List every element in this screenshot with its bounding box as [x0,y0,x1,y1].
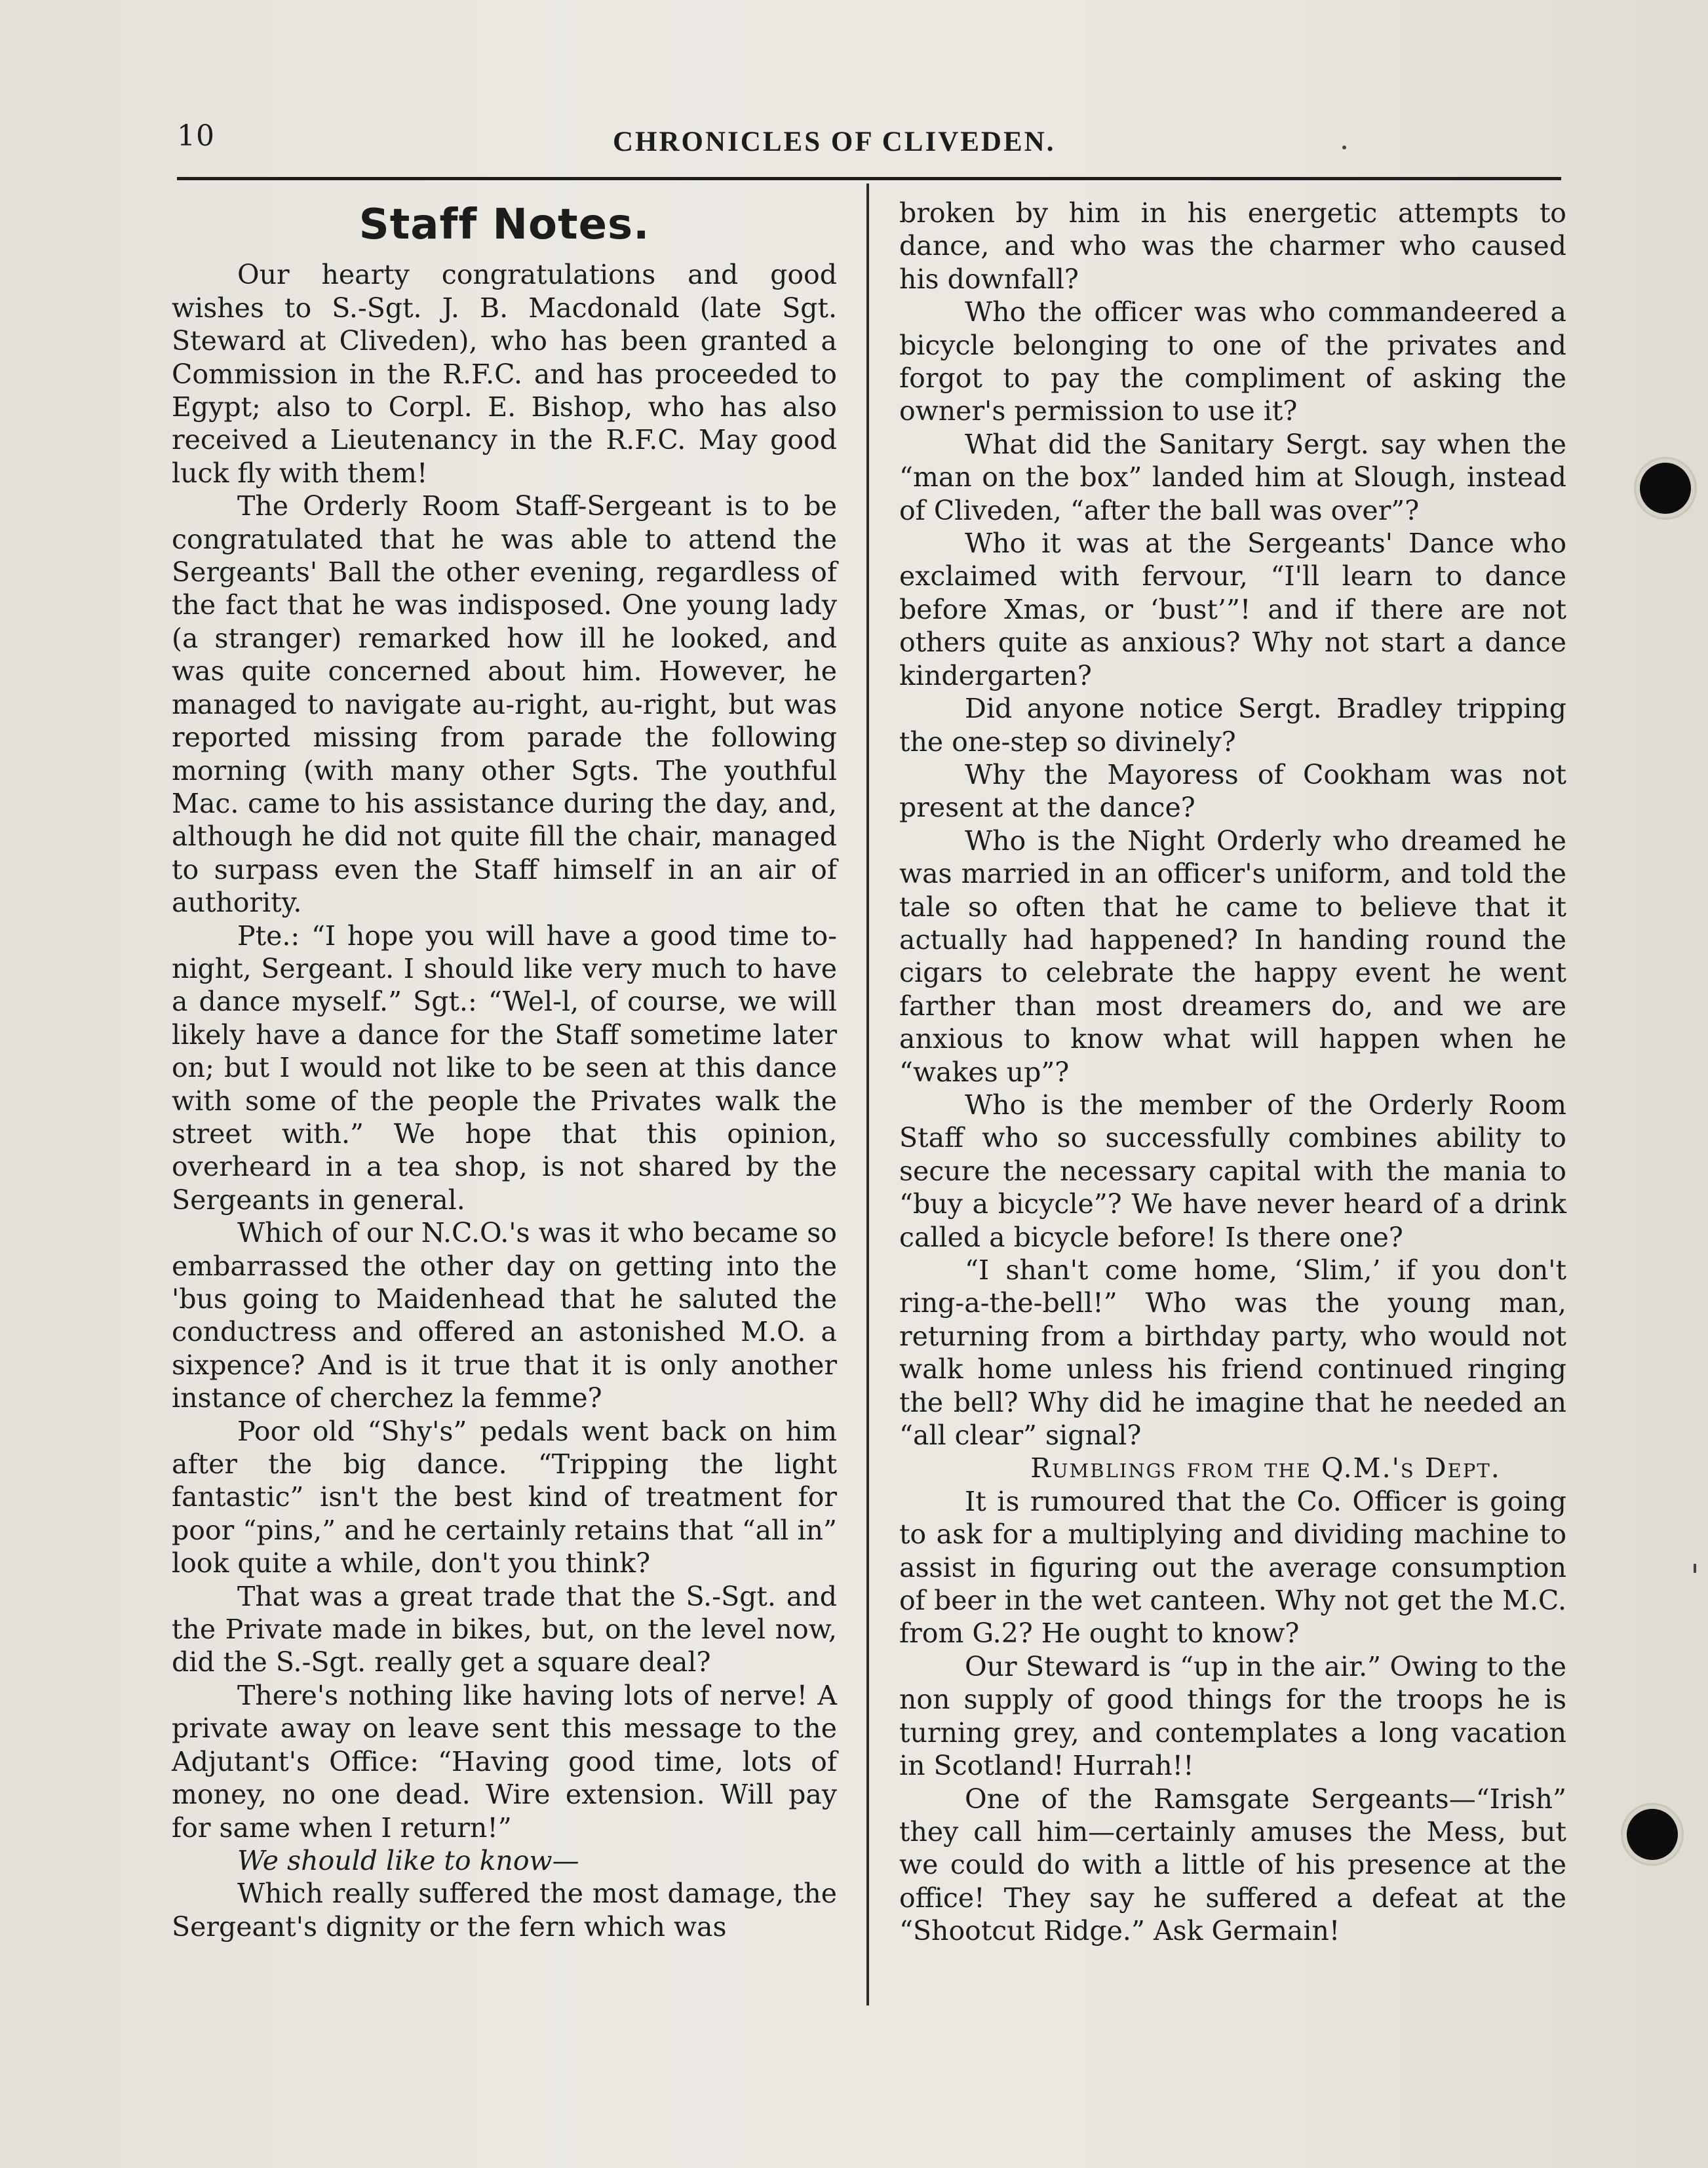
subheading-we-should-like-to-know: We should like to know— [237,1844,579,1876]
paragraph: Did anyone notice Sergt. Bradley tripping the one-step so divinely? [899,693,1566,758]
paragraph: It is rumoured that the Co. Officer is going to ask for a multiplying and dividing machine to assist in figuring out the average consumption of beer in the wet canteen. Why not get the M.C. from G.2? He ought to know? [899,1485,1566,1650]
ink-speck [1694,1564,1696,1573]
paragraph: There's nothing like having lots of nerve! A private away on leave sent this message to the Adjutant's Office: “Having good time, lots of money, no one dead. Wire extension. Will pay for same when I return!” [172,1679,837,1844]
paragraph: Who is the member of the Orderly Room Staff who so successfully combines ability to secure the necessary capital with the mania to “buy a bicycle”? We have never heard of a drink called a bicycle before! Is there one? [899,1089,1566,1253]
paragraph: Which of our N.C.O.'s was it who became so embarrassed the other day on getting into the 'bus going to Maidenhead that he saluted the conductress and offered an astonished M.O. a sixpence? And is it true that it is only another instance of cherchez la femme? [172,1217,837,1414]
subheading-qm-dept: Rumblings from the Q.M.'s Dept. [1030,1452,1501,1484]
paragraph: That was a great trade that the S.-Sgt. and the Private made in bikes, but, on the level now, did the S.-Sgt. really get a square deal? [172,1580,837,1678]
running-title: CHRONICLES OF CLIVEDEN. [613,126,1056,157]
paragraph: Who the officer was who commandeered a bicycle belonging to one of the privates and forgot to pay the compliment of asking the owner's permission to use it? [899,296,1566,427]
punch-hole [1627,1809,1678,1860]
paragraph: Pte.: “I hope you will have a good time to-night, Sergeant. I should like very much to have a dance myself.” Sgt.: “Wel-l, of course, we will likely have a dance for the Staff sometime later on; but I would not like to be seen at this dance with some of the people the Privates walk the street with.” We hope that this opinion, overheard in a tea shop, is not shared by the Sergeants in general. [172,919,837,1216]
paragraph: Who it was at the Sergeants' Dance who exclaimed with fervour, “I'll learn to dance before Xmas, or ‘bust’”! and if there are not others quite as anxious? Why not start a dance kindergarten? [899,528,1566,691]
paragraph: “I shan't come home, ‘Slim,’ if you don't ring-a-the-bell!” Who was the young man, returning from a birthday party, who would not walk home unless his friend continued ringing the bell? Why did he imagine that he needed an “all clear” signal? [899,1254,1566,1452]
page-number: 10 [177,119,215,153]
left-column [172,197,837,1943]
paragraph: Poor old “Shy's” pedals went back on him after the big dance. “Tripping the light fantastic” isn't the best kind of treatment for poor “pins,” and he certainly retains that “all in” look quite a while, don't you think? [172,1415,837,1579]
paragraph: Our Steward is “up in the air.” Owing to the non supply of good things for the troops he is turning grey, and contemplates a long vacation in Scotland! Hurrah!! [899,1650,1566,1782]
right-column [899,197,1566,1948]
column-divider [866,184,869,2005]
ink-speck [1342,145,1346,149]
paragraph: Which really suffered the most damage, the Sergeant's dignity or the fern which was [172,1878,837,1943]
paragraph: What did the Sanitary Sergt. say when the “man on the box” landed him at Slough, instead of Cliveden, “after the ball was over”? [899,428,1566,526]
paragraph: Why the Mayoress of Cookham was not present at the dance? [899,758,1566,824]
punch-hole [1640,463,1691,514]
page-header [177,111,1560,170]
paragraph: One of the Ramsgate Sergeants—“Irish” they call him—certainly amuses the Mess, but we could do with a little of his presence at the office! They say he suffered a defeat at the “Shootcut Ridge.” Ask Germain! [899,1783,1566,1947]
paragraph: The Orderly Room Staff-Sergeant is to be congratulated that he was able to attend the Sergeants' Ball the other evening, regardless of the fact that he was indisposed. One young lady (a stranger) remarked how ill he looked, and was quite concerned about him. However, he managed to navigate au-right, au-right, but was reported missing from parade the following morning (with many other Sgts. The youthful Mac. came to his assistance during the day, and, although he did not quite fill the chair, managed to surpass even the Staff himself in an air of authority. [172,490,837,919]
header-rule [177,177,1561,180]
paragraph: Who is the Night Orderly who dreamed he was married in an officer's uniform, and told the tale so often that he came to believe that it actually had happened? In handing round the cigars to celebrate the happy event he went farther than most dreamers do, and we are anxious to know what will happen when he “wakes up”? [899,824,1566,1088]
paragraph: Our hearty congratulations and good wishes to S.-Sgt. J. B. Macdonald (late Sgt. Steward at Cliveden), who has been granted a Commission in the R.F.C. and has proceeded to Egypt; also to Corpl. E. Bishop, who has also received a Lieutenancy in the R.F.C. May good luck fly with them! [172,259,837,489]
section-title: Staff Notes. [359,201,650,249]
continued-paragraph: broken by him in his energetic attempts to dance, and who was the charmer who caused his downfall? [899,197,1566,295]
